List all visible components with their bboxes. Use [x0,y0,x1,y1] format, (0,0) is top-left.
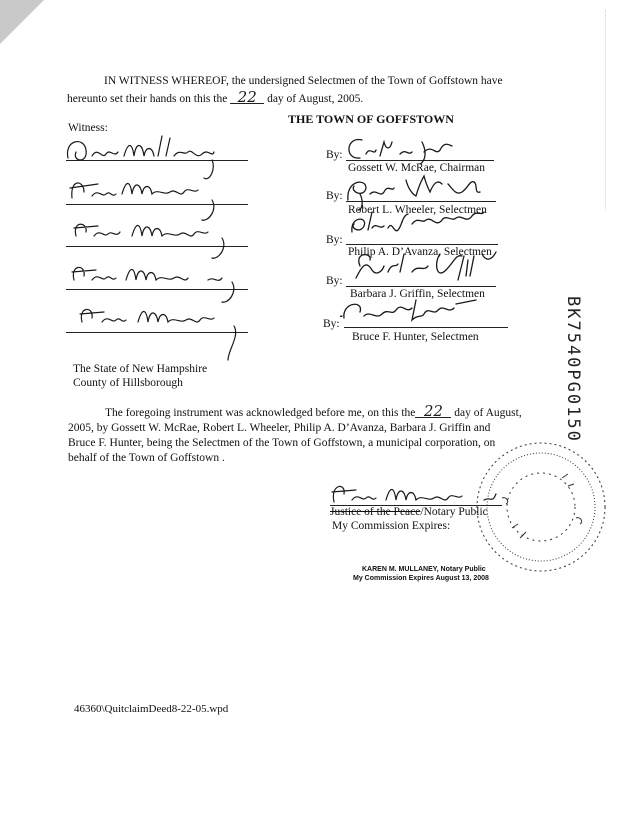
notary-commission: My Commission Expires: [332,520,451,532]
signer-4-by: By: [326,275,343,287]
notary-title-rest: /Notary Public [420,506,488,518]
footer-filename: 46360\QuitclaimDeed8-22-05.wpd [74,703,229,715]
notary-stamp-line-2: My Commission Expires August 13, 2008 [353,575,489,582]
witness-signatures [62,130,262,370]
notary-title-struck: Justice of the Peace [330,506,421,518]
ack-line-3: Bruce F. Hunter, being the Selectmen of the Town of Goffstown, a municipal corporation, on [68,437,496,449]
ack-line-2: 2005, by Gossett W. McRae, Robert L. Wheeler, Philip A. D’Avanza, Barbara J. Griffin and [68,422,491,434]
intro-line-2-end: day of August, 2005. [267,93,364,105]
signer-1-name: Gossett W. McRae, Chairman [348,162,486,174]
signer-3-name: Philip A. D’Avanza, Selectmen [348,246,492,258]
intro-line-2-start: hereunto set their hands on this the [67,93,228,105]
scan-corner-fold [0,0,44,44]
intro-line-1: IN WITNESS WHEREOF, the undersigned Selectmen of the Town of Goffstown have [104,75,503,87]
ack-line-1 [105,402,522,420]
notary-title [330,505,488,519]
ack-line-1-start: The foregoing instrument was acknowledged before me, on this the [105,407,416,419]
intro-day-handwritten: 22 [230,91,264,104]
ack-day-handwritten: 22 [415,405,451,418]
notary-stamp-line-1: KAREN M. MULLANEY, Notary Public [362,566,486,573]
intro-line-2 [67,88,364,106]
signer-3-by: By: [326,234,343,246]
signer-4-name: Barbara J. Griffin, Selectmen [350,288,485,300]
witness-label: Witness: [68,122,108,134]
county-line: County of Hillsborough [73,377,183,389]
notary-seal [472,438,610,576]
signer-5-by: By: [323,318,340,330]
signer-2-by: By: [326,190,343,202]
signer-5-name: Bruce F. Hunter, Selectmen [352,331,479,343]
scan-margin-noise [605,10,626,210]
ack-line-1-end: day of August, [454,407,522,419]
book-page-stamp: BK7540PG0150 [563,296,583,443]
ack-line-4: behalf of the Town of Goffstown . [68,452,225,464]
selectmen-signatures [340,128,540,338]
signer-1-by: By: [326,149,343,161]
town-heading: THE TOWN OF GOFFSTOWN [288,112,454,126]
signer-2-name: Robert L. Wheeler, Selectmen [348,204,487,216]
state-line: The State of New Hampshire [73,363,208,375]
